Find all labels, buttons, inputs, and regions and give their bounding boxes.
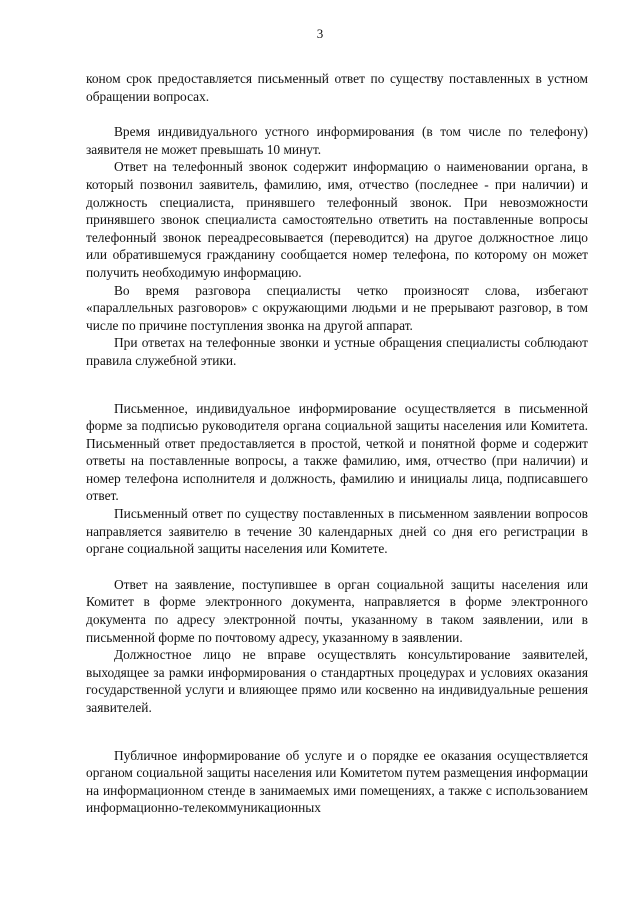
paragraph-oral-info-time: Время индивидуального устного информирования (в том числе по телефону) заявителя не может превышать 10 минут.	[86, 124, 588, 157]
paragraph-ethics: При ответах на телефонные звонки и устные обращения специалисты соблюдают правила служебной этики.	[86, 335, 588, 368]
paragraph-consulting-limits: Должностное лицо не вправе осуществлять консультирование заявителей, выходящее за рамки информирования о стандартных процедурах и условиях оказания государственной услуги и влияющее прямо или косвенно на индивидуальные решения заявителей.	[86, 647, 588, 715]
paragraph-conversation: Во время разговора специалисты четко произносят слова, избегают «параллельных разговоров» с окружающими людьми и не прерывают разговор, в том числе по причине поступления звонка на другой аппарат.	[86, 282, 588, 333]
paragraph-public-info: Публичное информирование об услуге и о порядке ее оказания осуществляется органом социальной защиты населения или Комитетом путем размещения информации на информационном стенде в занимаемых ими помещениях, а также с использованием информационно-телекоммуникационных	[86, 747, 588, 816]
document-body	[86, 70, 588, 817]
paragraph-continuation: коном срок предоставляется письменный ответ по существу поставленных в устном обращении вопросах.	[86, 71, 588, 104]
page-number: 3	[316, 26, 324, 41]
paragraph-phone-answer: Ответ на телефонный звонок содержит информацию о наименовании органа, в который позвонил заявитель, фамилию, имя, отчество (последнее - при наличии) и должность специалиста, принявшего телефонный звонок. При невозможности принявшего звонок специалиста самостоятельно ответить на поставленные вопросы телефонный звонок переадресовывается (переводится) на другое должностное лицо или обратившемуся гражданину сообщается номер телефона, по которому он может получить необходимую информацию.	[86, 159, 588, 280]
paragraph-written-answer: Письменный ответ по существу поставленных в письменном заявлении вопросов направляется заявителю в течение 30 календарных дней со дня его регистрации в органе социальной защиты населения или Комитете.	[86, 506, 588, 557]
paragraph-written-info: Письменное, индивидуальное информирование осуществляется в письменной форме за подписью руководителя органа социальной защиты населения или Комитета. Письменный ответ предоставляется в простой, четкой и понятной форме и содержит ответы на поставленные вопросы, а также фамилию, имя, отчество (при наличии) и номер телефона исполнителя и должность, фамилию и инициалы лица, подписавшего ответ.	[86, 400, 588, 504]
paragraph-electronic-answer: Ответ на заявление, поступившее в орган социальной защиты населения или Комитет в форме электронного документа, направляется в форме электронного документа по адресу электронной почты, указанному в таком заявлении, или в письменной форме по почтовому адресу, указанному в заявлении.	[86, 576, 588, 645]
